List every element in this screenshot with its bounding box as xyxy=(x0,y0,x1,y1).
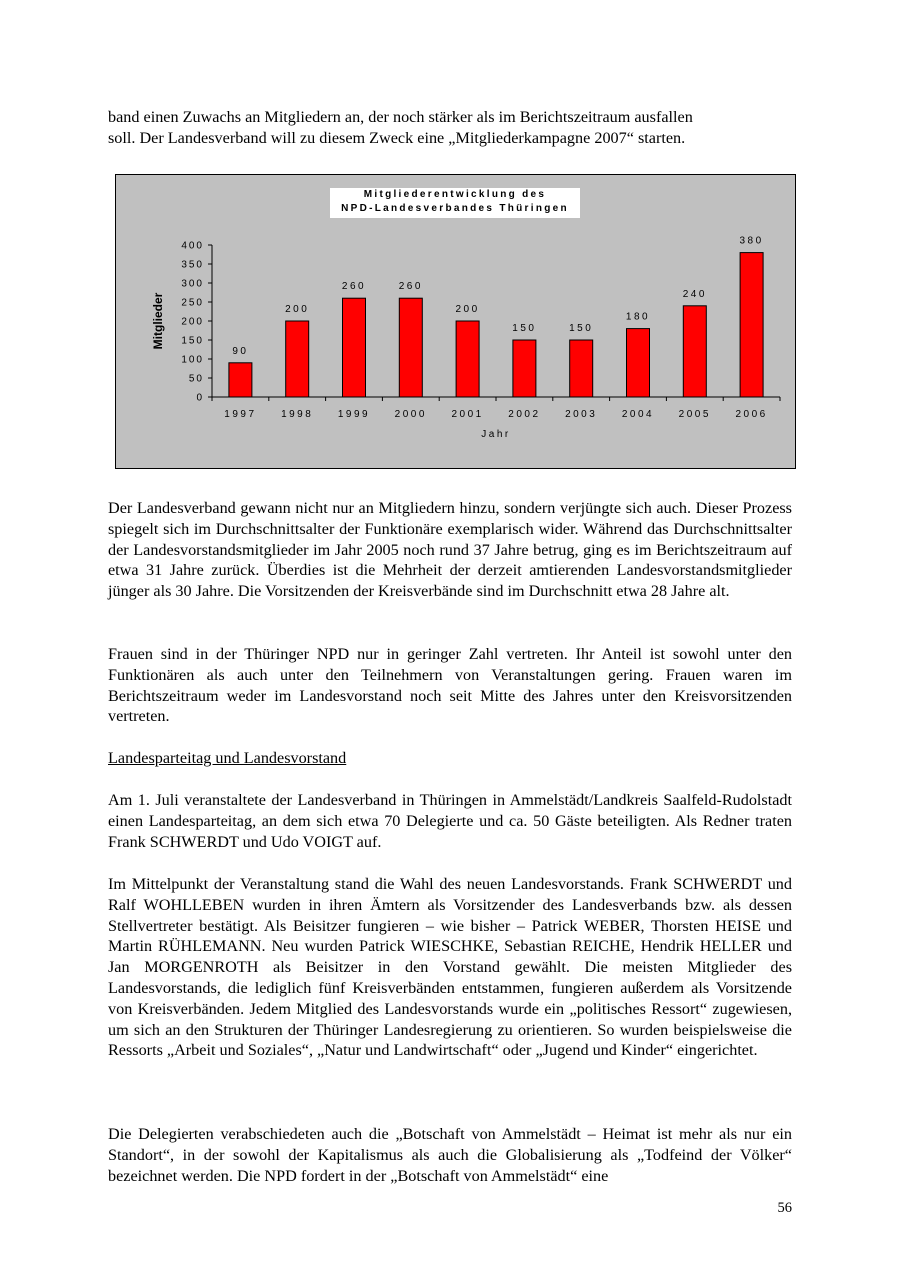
x-axis-ticks xyxy=(212,397,780,420)
y-axis-title: Mitglieder xyxy=(151,292,165,350)
y-axis-ticks xyxy=(181,241,212,404)
data-label-1998: 200 xyxy=(285,304,310,315)
y-tick-label: 400 xyxy=(181,240,204,252)
data-label-2005: 240 xyxy=(682,288,707,300)
data-label-1997: 90 xyxy=(232,345,249,357)
paragraph-board-election: Im Mittelpunkt der Veranstaltung stand die Wahl des neuen Landesvorstands. Frank SCHWERDT und Ralf WOHLLEBEN wurden in ihren Ämtern als Vorsitzender des Landesverbands bzw. als dessen Stellvertreter bestätigt. Als Beisitzer fungieren – wie bisher – Patrick WEBER, Thorsten HEISE und Martin RÜHLEMANN. Neu wurden Patrick WIESCHKE, Sebastian REICHE, Hendrik HELLER und Jan MORGENROTH als Beisitzer in den Vorstand gewählt. Die meisten Mitglieder des Landesvorstands, die lediglich fünf Kreisverbänden entstammen, fungieren außerdem als Vorsitzende von Kreisverbänden. Jedem Mitglied des Landesvorstands wurde ein „politisches Ressort“ zugewiesen, um sich an den Strukturen der Thüringer Landesregierung zu orientieren. So wurden beispielsweise die Ressorts „Arbeit und Soziales“, „Natur und Landwirtschaft“ oder „Jugend und Kinder“ eingerichtet. xyxy=(108,875,792,1060)
paragraph-intro-line1: band einen Zuwachs an Mitgliedern an, der noch stärker als im Berichtszeitraum ausfallen xyxy=(108,108,693,126)
x-tick-label-2004: 2004 xyxy=(621,409,655,420)
y-tick-label: 350 xyxy=(181,259,204,271)
data-label-2004: 180 xyxy=(625,311,651,323)
y-tick-label: 250 xyxy=(181,297,204,309)
y-tick-label: 0 xyxy=(196,392,204,404)
paragraph-age: Der Landesverband gewann nicht nur an Mitgliedern hinzu, sondern verjüngte sich auch. Dieser Prozess spiegelt sich im Durchschnittsalter der Funktionäre exemplarisch wider. Während das Durchschnittsalter der Landesvorstandsmitglieder im Jahr 2005 noch rund 37 Jahre betrug, ging es im Berichtszeitraum auf etwa 31 Jahre zurück. Überdies ist die Mehrheit der derzeit amtierenden Landesvorstandsmitglieder jünger als 30 Jahre. Die Vorsitzenden der Kreisverbände sind im Durchschnitt etwa 28 Jahre alt. xyxy=(108,499,792,601)
bar-2002 xyxy=(513,340,536,397)
data-label-1999: 260 xyxy=(341,281,367,293)
x-axis-title: Jahr xyxy=(481,429,511,440)
section-heading: Landesparteitag und Landesvorstand xyxy=(108,749,347,767)
membership-chart xyxy=(115,174,796,469)
y-tick-label: 150 xyxy=(181,335,204,347)
bar-2003 xyxy=(570,340,593,397)
x-tick-label-2005: 2005 xyxy=(678,409,711,420)
data-label-2001: 200 xyxy=(455,304,480,315)
paragraph-intro-line2: soll. Der Landesverband will zu diesem Zweck eine „Mitgliederkampagne 2007“ starten. xyxy=(108,129,686,147)
chart-plot xyxy=(116,175,795,468)
bar-series xyxy=(229,236,764,397)
chart-title-line1: Mitgliederentwicklung des xyxy=(363,189,547,200)
bar-2004 xyxy=(627,329,650,397)
y-tick-label: 300 xyxy=(181,278,204,290)
data-label-2002: 150 xyxy=(512,323,537,334)
bar-2005 xyxy=(683,306,706,397)
x-tick-label-2006: 2006 xyxy=(735,409,768,420)
x-tick-label-1997: 1997 xyxy=(224,409,257,420)
paragraph-party-conference: Am 1. Juli veranstaltete der Landesverband in Thüringen in Ammelstädt/Landkreis Saalfeld-Rudolstadt einen Landesparteitag, an dem sich etwa 70 Delegierte und ca. 50 Gäste beteiligten. Als Redner traten Frank SCHWERDT und Udo VOIGT auf. xyxy=(108,791,792,851)
y-tick-label: 200 xyxy=(181,316,204,328)
data-label-2003: 150 xyxy=(569,323,594,334)
x-tick-label-2001: 2001 xyxy=(451,409,484,420)
bar-1998 xyxy=(286,321,309,397)
x-tick-label-2003: 2003 xyxy=(565,409,598,420)
bar-1999 xyxy=(343,298,366,397)
chart-title-line2: NPD-Landesverbandes Thüringen xyxy=(341,203,569,214)
x-tick-label-2002: 2002 xyxy=(508,409,541,420)
x-tick-label-1998: 1998 xyxy=(281,409,314,420)
paragraph-women: Frauen sind in der Thüringer NPD nur in geringer Zahl vertreten. Ihr Anteil ist sowohl unter den Funktionären als auch unter den Teilnehmern von Veranstaltungen gering. Frauen waren im Berichtszeitraum weder im Landesvorstand noch seit Mitte des Jahres unter den Kreisvorsitzenden vertreten. xyxy=(108,645,792,726)
y-tick-label: 50 xyxy=(188,373,204,385)
bar-1997 xyxy=(229,363,252,397)
bar-2001 xyxy=(456,321,479,397)
bar-2006 xyxy=(740,253,763,397)
page-number: 56 xyxy=(777,1200,792,1216)
paragraph-message: Die Delegierten verabschiedeten auch die „Botschaft von Ammelstädt – Heimat ist mehr als nur ein Standort“, in der sowohl der Kapitalismus als auch die Globalisierung als „Todfeind der Völker“ bezeichnet werden. Die NPD fordert in der „Botschaft von Ammelstädt“ eine xyxy=(108,1125,792,1185)
x-tick-label-1999: 1999 xyxy=(337,409,371,420)
data-label-2006: 380 xyxy=(739,235,764,247)
x-tick-label-2000: 2000 xyxy=(394,409,427,420)
data-label-2000: 260 xyxy=(398,281,423,293)
y-tick-label: 100 xyxy=(181,354,204,366)
bar-2000 xyxy=(399,298,422,397)
